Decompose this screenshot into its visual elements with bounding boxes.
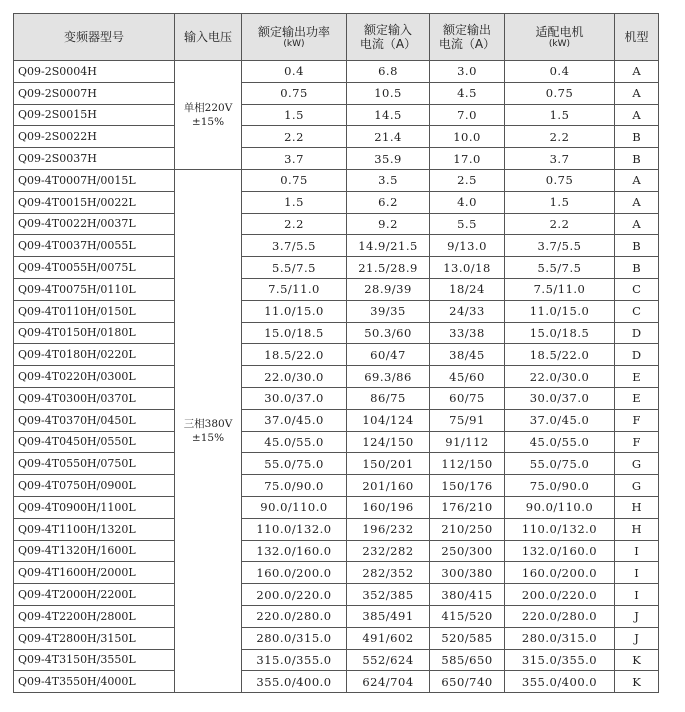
input-current-cell: 160/196: [347, 496, 430, 518]
model-cell: Q09-2S0037H: [14, 148, 175, 170]
motor-cell: 160.0/200.0: [505, 562, 615, 584]
power-cell: 160.0/200.0: [242, 562, 347, 584]
power-cell: 2.2: [242, 213, 347, 235]
input-current-cell: 39/35: [347, 300, 430, 322]
table-row: [14, 278, 659, 300]
table-row: [14, 322, 659, 344]
output-current-cell: 210/250: [430, 518, 505, 540]
output-current-cell: 4.5: [430, 82, 505, 104]
input-current-cell: 196/232: [347, 518, 430, 540]
model-cell: Q09-4T0450H/0550L: [14, 431, 175, 453]
table-row: [14, 191, 659, 213]
frame-cell: K: [615, 671, 659, 693]
model-cell: Q09-4T0110H/0150L: [14, 300, 175, 322]
output-current-cell: 300/380: [430, 562, 505, 584]
power-cell: 11.0/15.0: [242, 300, 347, 322]
motor-cell: 90.0/110.0: [505, 496, 615, 518]
input-current-cell: 3.5: [347, 169, 430, 191]
model-cell: Q09-4T2800H/3150L: [14, 627, 175, 649]
model-cell: Q09-4T0750H/0900L: [14, 475, 175, 497]
power-cell: 132.0/160.0: [242, 540, 347, 562]
model-cell: Q09-4T0220H/0300L: [14, 366, 175, 388]
motor-cell: 2.2: [505, 126, 615, 148]
table-row: [14, 344, 659, 366]
frame-cell: A: [615, 213, 659, 235]
motor-cell: 45.0/55.0: [505, 431, 615, 453]
header-voltage: 输入电压: [175, 14, 242, 61]
power-cell: 3.7: [242, 148, 347, 170]
motor-cell: 200.0/220.0: [505, 584, 615, 606]
table-row: [14, 627, 659, 649]
frame-cell: E: [615, 366, 659, 388]
motor-cell: 75.0/90.0: [505, 475, 615, 497]
frame-cell: I: [615, 584, 659, 606]
input-current-cell: 60/47: [347, 344, 430, 366]
table-row: [14, 453, 659, 475]
power-cell: 1.5: [242, 104, 347, 126]
motor-cell: 280.0/315.0: [505, 627, 615, 649]
frame-cell: B: [615, 126, 659, 148]
motor-cell: 15.0/18.5: [505, 322, 615, 344]
motor-cell: 5.5/7.5: [505, 257, 615, 279]
output-current-cell: 3.0: [430, 61, 505, 83]
voltage-cell: [175, 61, 242, 170]
model-cell: Q09-2S0007H: [14, 82, 175, 104]
voltage-line: 单相220V: [183, 101, 233, 114]
input-current-cell: 624/704: [347, 671, 430, 693]
table-row: [14, 300, 659, 322]
model-cell: Q09-2S0022H: [14, 126, 175, 148]
model-cell: Q09-4T0007H/0015L: [14, 169, 175, 191]
model-cell: Q09-4T0015H/0022L: [14, 191, 175, 213]
motor-cell: 18.5/22.0: [505, 344, 615, 366]
motor-cell: 30.0/37.0: [505, 387, 615, 409]
input-current-cell: 28.9/39: [347, 278, 430, 300]
input-current-cell: 150/201: [347, 453, 430, 475]
input-current-cell: 10.5: [347, 82, 430, 104]
table-row: [14, 148, 659, 170]
model-cell: Q09-4T0150H/0180L: [14, 322, 175, 344]
output-current-cell: 24/33: [430, 300, 505, 322]
header-out-current-label: 额定输出: [442, 23, 491, 37]
frame-cell: H: [615, 496, 659, 518]
motor-cell: 3.7/5.5: [505, 235, 615, 257]
input-current-cell: 552/624: [347, 649, 430, 671]
power-cell: 37.0/45.0: [242, 409, 347, 431]
output-current-cell: 38/45: [430, 344, 505, 366]
power-cell: 90.0/110.0: [242, 496, 347, 518]
input-current-cell: 232/282: [347, 540, 430, 562]
model-cell: Q09-2S0004H: [14, 61, 175, 83]
header-motor-label: 适配电机: [535, 24, 584, 39]
table-row: [14, 475, 659, 497]
header-model: 变频器型号: [14, 14, 175, 61]
table-row: [14, 562, 659, 584]
header-row: [14, 14, 659, 61]
table-row: [14, 387, 659, 409]
power-cell: 220.0/280.0: [242, 605, 347, 627]
table-row: [14, 213, 659, 235]
power-cell: 45.0/55.0: [242, 431, 347, 453]
table-row: [14, 540, 659, 562]
frame-cell: A: [615, 61, 659, 83]
output-current-cell: 415/520: [430, 605, 505, 627]
output-current-cell: 380/415: [430, 584, 505, 606]
table-row: [14, 235, 659, 257]
model-cell: Q09-4T0900H/1100L: [14, 496, 175, 518]
header-power-label: 额定输出功率: [257, 24, 330, 39]
input-current-cell: 21.4: [347, 126, 430, 148]
output-current-cell: 112/150: [430, 453, 505, 475]
table-row: [14, 126, 659, 148]
table-row: [14, 605, 659, 627]
input-current-cell: 352/385: [347, 584, 430, 606]
power-cell: 3.7/5.5: [242, 235, 347, 257]
output-current-cell: 10.0: [430, 126, 505, 148]
table-row: [14, 649, 659, 671]
input-current-cell: 9.2: [347, 213, 430, 235]
motor-cell: 7.5/11.0: [505, 278, 615, 300]
model-cell: Q09-4T1320H/1600L: [14, 540, 175, 562]
output-current-cell: 150/176: [430, 475, 505, 497]
header-power-unit: (kW): [283, 38, 305, 49]
table-row: [14, 257, 659, 279]
power-cell: 355.0/400.0: [242, 671, 347, 693]
power-cell: 110.0/132.0: [242, 518, 347, 540]
table-row: [14, 671, 659, 693]
frame-cell: C: [615, 300, 659, 322]
power-cell: 18.5/22.0: [242, 344, 347, 366]
header-out-current: [430, 14, 505, 61]
motor-cell: 355.0/400.0: [505, 671, 615, 693]
frame-cell: H: [615, 518, 659, 540]
input-current-cell: 14.5: [347, 104, 430, 126]
voltage-tolerance: ±15%: [191, 115, 225, 128]
frame-cell: E: [615, 387, 659, 409]
input-current-cell: 104/124: [347, 409, 430, 431]
output-current-cell: 75/91: [430, 409, 505, 431]
motor-cell: 22.0/30.0: [505, 366, 615, 388]
frame-cell: G: [615, 453, 659, 475]
output-current-cell: 45/60: [430, 366, 505, 388]
input-current-cell: 385/491: [347, 605, 430, 627]
power-cell: 7.5/11.0: [242, 278, 347, 300]
voltage-cell: [175, 169, 242, 692]
output-current-cell: 2.5: [430, 169, 505, 191]
output-current-cell: 7.0: [430, 104, 505, 126]
frame-cell: A: [615, 104, 659, 126]
power-cell: 5.5/7.5: [242, 257, 347, 279]
motor-cell: 0.75: [505, 82, 615, 104]
table-row: [14, 82, 659, 104]
table-body: [14, 61, 659, 693]
frame-cell: D: [615, 344, 659, 366]
power-cell: 1.5: [242, 191, 347, 213]
model-cell: Q09-4T0055H/0075L: [14, 257, 175, 279]
model-cell: Q09-4T0022H/0037L: [14, 213, 175, 235]
output-current-cell: 5.5: [430, 213, 505, 235]
model-cell: Q09-4T0550H/0750L: [14, 453, 175, 475]
input-current-cell: 35.9: [347, 148, 430, 170]
model-cell: Q09-4T0180H/0220L: [14, 344, 175, 366]
frame-cell: A: [615, 169, 659, 191]
output-current-cell: 9/13.0: [430, 235, 505, 257]
header-in-current-label: 额定输入: [363, 23, 412, 37]
motor-cell: 37.0/45.0: [505, 409, 615, 431]
power-cell: 200.0/220.0: [242, 584, 347, 606]
output-current-cell: 585/650: [430, 649, 505, 671]
model-cell: Q09-4T1100H/1320L: [14, 518, 175, 540]
motor-cell: 2.2: [505, 213, 615, 235]
power-cell: 55.0/75.0: [242, 453, 347, 475]
frame-cell: I: [615, 540, 659, 562]
header-out-current-label-2: 电流（A）: [438, 37, 496, 51]
model-cell: Q09-4T1600H/2000L: [14, 562, 175, 584]
frame-cell: A: [615, 82, 659, 104]
input-current-cell: 491/602: [347, 627, 430, 649]
power-cell: 15.0/18.5: [242, 322, 347, 344]
header-frame: 机型: [615, 14, 659, 61]
output-current-cell: 18/24: [430, 278, 505, 300]
frame-cell: A: [615, 191, 659, 213]
table-row: [14, 61, 659, 83]
output-current-cell: 91/112: [430, 431, 505, 453]
power-cell: 30.0/37.0: [242, 387, 347, 409]
table-header: [14, 14, 659, 61]
model-cell: Q09-4T3150H/3550L: [14, 649, 175, 671]
motor-cell: 0.75: [505, 169, 615, 191]
voltage-tolerance: ±15%: [191, 432, 225, 445]
frame-cell: F: [615, 409, 659, 431]
model-cell: Q09-4T0370H/0450L: [14, 409, 175, 431]
output-current-cell: 60/75: [430, 387, 505, 409]
motor-cell: 110.0/132.0: [505, 518, 615, 540]
motor-cell: 220.0/280.0: [505, 605, 615, 627]
voltage-line: 三相380V: [183, 418, 233, 431]
input-current-cell: 69.3/86: [347, 366, 430, 388]
frame-cell: F: [615, 431, 659, 453]
spec-table: [13, 13, 659, 693]
table-row: [14, 496, 659, 518]
input-current-cell: 14.9/21.5: [347, 235, 430, 257]
frame-cell: C: [615, 278, 659, 300]
table-row: [14, 366, 659, 388]
model-cell: Q09-4T0037H/0055L: [14, 235, 175, 257]
motor-cell: 132.0/160.0: [505, 540, 615, 562]
output-current-cell: 250/300: [430, 540, 505, 562]
table-row: [14, 169, 659, 191]
motor-cell: 1.5: [505, 104, 615, 126]
model-cell: Q09-2S0015H: [14, 104, 175, 126]
frame-cell: B: [615, 148, 659, 170]
table-row: [14, 518, 659, 540]
header-motor: [505, 14, 615, 61]
power-cell: 0.4: [242, 61, 347, 83]
input-current-cell: 50.3/60: [347, 322, 430, 344]
output-current-cell: 13.0/18: [430, 257, 505, 279]
motor-cell: 1.5: [505, 191, 615, 213]
input-current-cell: 86/75: [347, 387, 430, 409]
model-cell: Q09-4T2000H/2200L: [14, 584, 175, 606]
input-current-cell: 201/160: [347, 475, 430, 497]
frame-cell: B: [615, 235, 659, 257]
output-current-cell: 33/38: [430, 322, 505, 344]
motor-cell: 0.4: [505, 61, 615, 83]
output-current-cell: 4.0: [430, 191, 505, 213]
input-current-cell: 282/352: [347, 562, 430, 584]
motor-cell: 315.0/355.0: [505, 649, 615, 671]
frame-cell: B: [615, 257, 659, 279]
motor-cell: 55.0/75.0: [505, 453, 615, 475]
frame-cell: G: [615, 475, 659, 497]
motor-cell: 3.7: [505, 148, 615, 170]
table-row: [14, 104, 659, 126]
header-motor-unit: (kW): [548, 38, 571, 49]
power-cell: 0.75: [242, 82, 347, 104]
power-cell: 2.2: [242, 126, 347, 148]
motor-cell: 11.0/15.0: [505, 300, 615, 322]
output-current-cell: 520/585: [430, 627, 505, 649]
output-current-cell: 176/210: [430, 496, 505, 518]
input-current-cell: 124/150: [347, 431, 430, 453]
model-cell: Q09-4T0300H/0370L: [14, 387, 175, 409]
input-current-cell: 6.2: [347, 191, 430, 213]
header-in-current: [347, 14, 430, 61]
model-cell: Q09-4T0075H/0110L: [14, 278, 175, 300]
frame-cell: I: [615, 562, 659, 584]
output-current-cell: 650/740: [430, 671, 505, 693]
input-current-cell: 21.5/28.9: [347, 257, 430, 279]
power-cell: 22.0/30.0: [242, 366, 347, 388]
frame-cell: J: [615, 627, 659, 649]
table-row: [14, 431, 659, 453]
frame-cell: K: [615, 649, 659, 671]
header-in-current-label-2: 电流（A）: [359, 37, 417, 51]
model-cell: Q09-4T3550H/4000L: [14, 671, 175, 693]
header-power: [242, 14, 347, 61]
power-cell: 0.75: [242, 169, 347, 191]
table-row: [14, 584, 659, 606]
frame-cell: J: [615, 605, 659, 627]
power-cell: 315.0/355.0: [242, 649, 347, 671]
power-cell: 75.0/90.0: [242, 475, 347, 497]
input-current-cell: 6.8: [347, 61, 430, 83]
power-cell: 280.0/315.0: [242, 627, 347, 649]
frame-cell: D: [615, 322, 659, 344]
output-current-cell: 17.0: [430, 148, 505, 170]
table-row: [14, 409, 659, 431]
model-cell: Q09-4T2200H/2800L: [14, 605, 175, 627]
